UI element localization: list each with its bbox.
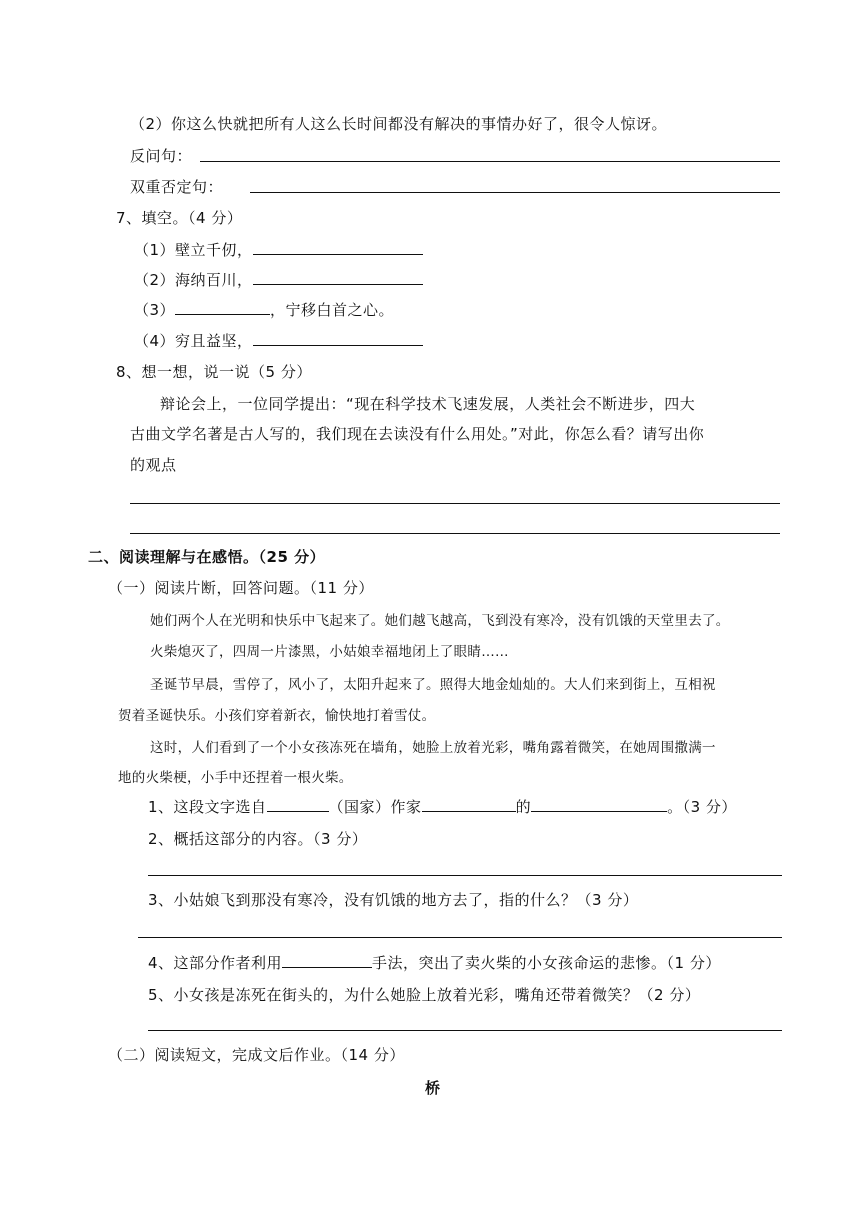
q4-text-b: 手法，突出了卖火柴的小女孩命运的悲惨。（1 分） <box>372 954 721 972</box>
passage-line: 贺着圣诞快乐。小孩们穿着新衣，愉快地打着雪仗。 <box>118 708 436 724</box>
q7-item2-blank[interactable] <box>253 270 423 285</box>
q1-text-c: 的 <box>515 798 532 816</box>
q8-answer-line-1[interactable] <box>130 503 780 504</box>
q7-item3-text: ，宁移白首之心。 <box>270 301 395 319</box>
q7-item3-blank[interactable] <box>175 300 270 315</box>
part1-q2: 2、概括这部分的内容。（3 分） <box>148 830 368 848</box>
q8-answer-line-2[interactable] <box>130 533 780 534</box>
q1-work-blank[interactable] <box>531 797 667 812</box>
q6-rhetorical-answer-line[interactable] <box>200 161 780 162</box>
passage-line: 地的火柴梗，小手中还捏着一根火柴。 <box>118 770 353 786</box>
q7-item4 <box>134 331 423 351</box>
part1-q3: 3、小姑娘飞到那没有寒冷，没有饥饿的地方去了，指的什么？（3 分） <box>148 891 639 909</box>
q7-item4-blank[interactable] <box>253 331 423 346</box>
part1-q1 <box>148 797 737 817</box>
q5-answer-line[interactable] <box>148 1030 782 1031</box>
part1-q5: 5、小女孩是冻死在街头的，为什么她脸上放着光彩，嘴角还带着微笑？（2 分） <box>148 986 701 1004</box>
q4-text-a: 4、这部分作者利用 <box>148 954 283 972</box>
q8-line1: 辩论会上，一位同学提出：“现在科学技术飞速发展，人类社会不断进步，四大 <box>160 395 696 413</box>
q8-title: 8、想一想，说一说（5 分） <box>116 363 312 381</box>
q1-author-blank[interactable] <box>422 797 516 812</box>
q7-item3-prefix: （3） <box>134 301 176 319</box>
q7-item3 <box>134 300 394 320</box>
q6-double-neg-label: 双重否定句： <box>130 178 224 196</box>
q7-item2 <box>134 270 423 290</box>
q7-item1-blank[interactable] <box>253 240 423 255</box>
q6-double-neg-answer-line[interactable] <box>250 192 780 193</box>
q4-technique-blank[interactable] <box>282 953 372 968</box>
passage-line: 她们两个人在光明和快乐中飞起来了。她们越飞越高，飞到没有寒冷，没有饥饿的天堂里去了。 <box>150 613 730 629</box>
q6-item2: （2）你这么快就把所有人这么长时间都没有解决的事情办好了，很令人惊讶。 <box>130 115 668 133</box>
q3-answer-line[interactable] <box>138 937 782 938</box>
q7-item1-text: （1）壁立千仞， <box>134 241 253 259</box>
q7-item1 <box>134 240 423 260</box>
q6-rhetorical-label: 反问句： <box>130 147 193 165</box>
part2-title: （二）阅读短文，完成文后作业。（14 分） <box>108 1046 405 1064</box>
q1-text-b: （国家）作家 <box>328 798 422 816</box>
q1-text-a: 1、这段文字选自 <box>148 798 267 816</box>
q8-line2: 古曲文学名著是古人写的，我们现在去读没有什么用处。”对此，你怎么看？请写出你 <box>130 425 705 443</box>
passage-line: 圣诞节早晨，雪停了，风小了，太阳升起来了。照得大地金灿灿的。大人们来到街上，互相祝 <box>150 677 716 693</box>
q7-item2-text: （2）海纳百川， <box>134 271 253 289</box>
passage-line: 火柴熄灭了，四周一片漆黑，小姑娘幸福地闭上了眼睛…… <box>150 644 509 660</box>
passage-line: 这时，人们看到了一个小女孩冻死在墙角，她脸上放着光彩，嘴角露着微笑，在她周围撒满一 <box>150 740 716 756</box>
part1-q4 <box>148 953 721 973</box>
part1-title: （一）阅读片断，回答问题。（11 分） <box>108 579 374 597</box>
q2-answer-line[interactable] <box>148 875 782 876</box>
q7-item4-text: （4）穷且益坚， <box>134 332 253 350</box>
section2-title: 二、阅读理解与在感悟。（25 分） <box>88 548 326 566</box>
passage2-title: 桥 <box>425 1079 441 1097</box>
q1-country-blank[interactable] <box>267 797 329 812</box>
q8-line3: 的观点 <box>130 456 177 474</box>
q7-title: 7、填空。（4 分） <box>116 209 243 227</box>
q1-text-d: 。（3 分） <box>667 798 737 816</box>
